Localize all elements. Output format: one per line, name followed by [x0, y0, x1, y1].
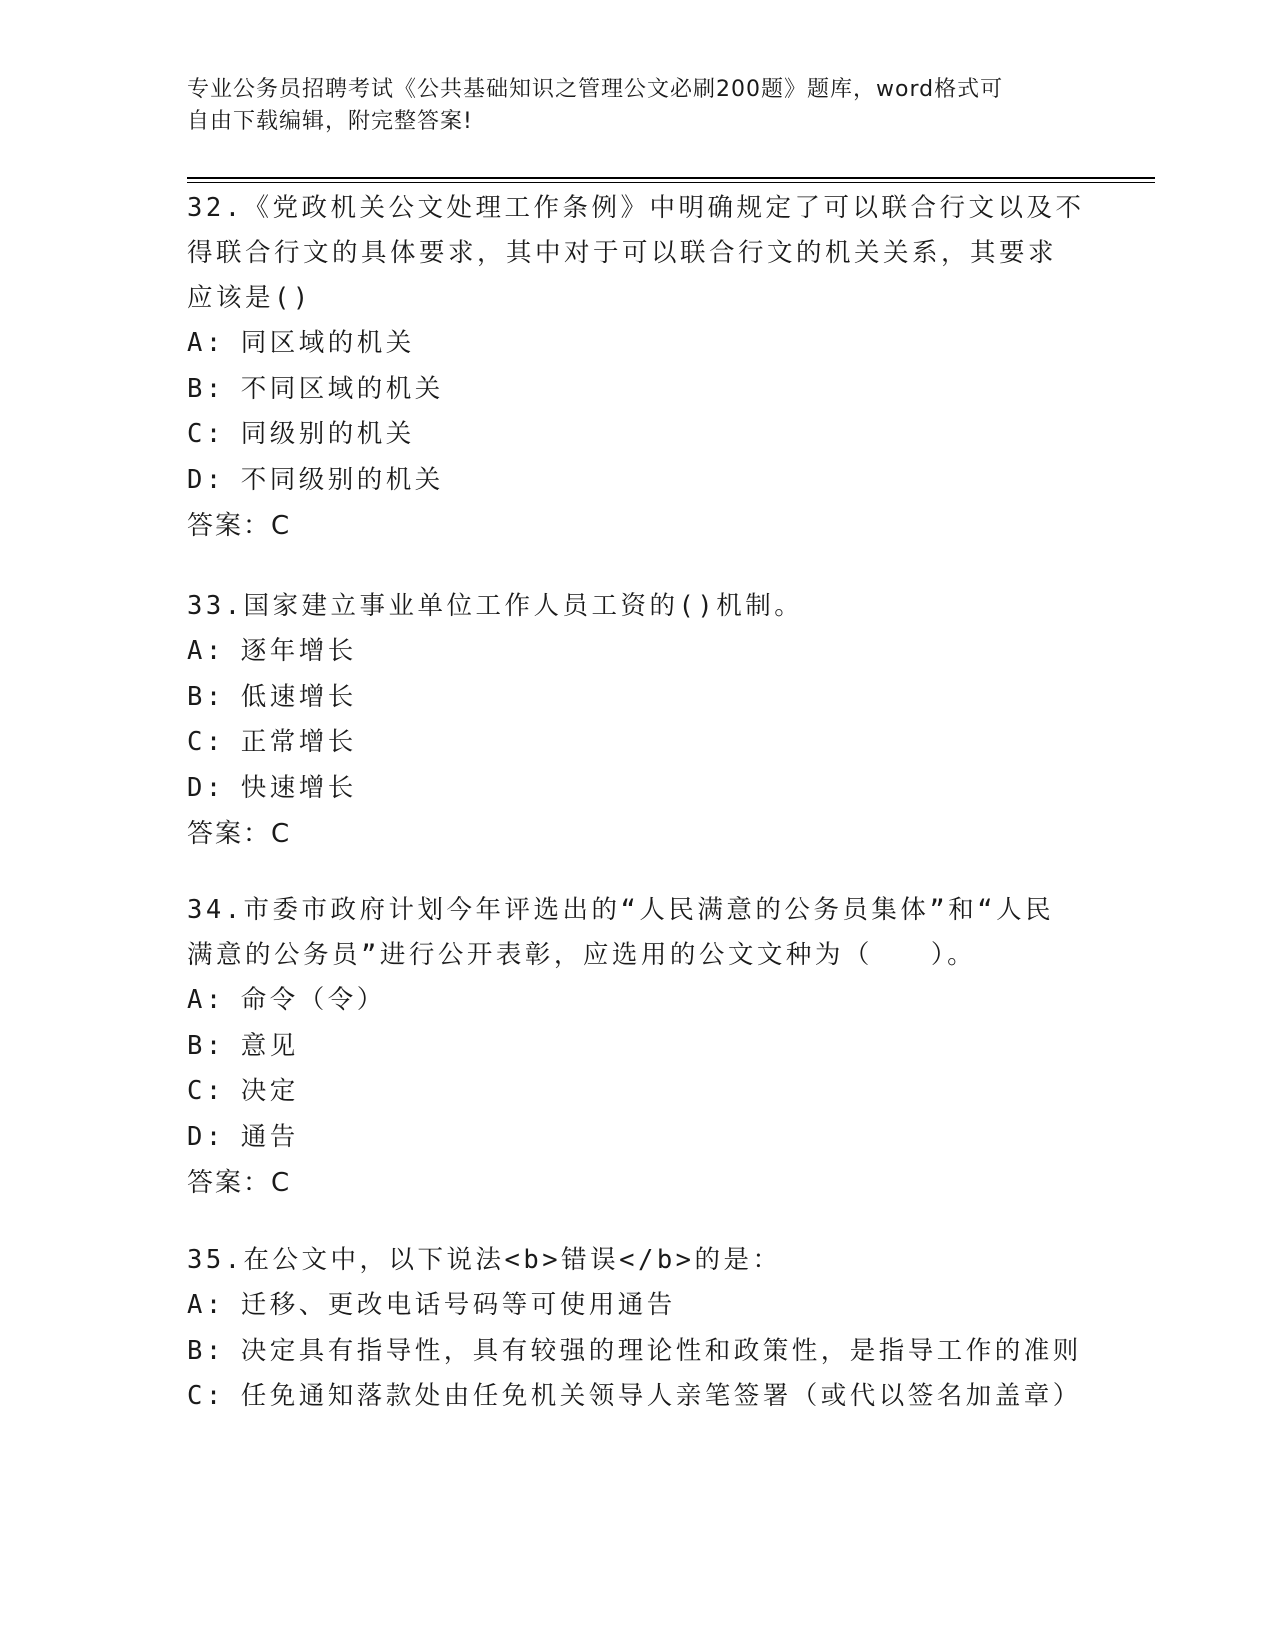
option-letter: A: [187, 636, 225, 666]
option-b [187, 367, 1087, 413]
option-letter: A: [187, 328, 225, 358]
option-b [187, 1024, 1087, 1070]
option-text: 正常增长 [240, 727, 357, 757]
option-a [187, 629, 1087, 675]
option-text: 意见 [240, 1030, 299, 1061]
question-34 [187, 888, 1087, 1206]
option-text: 逐年增长 [240, 636, 357, 666]
question-stem-line: 35.在公文中，以下说法<b>错误</b>的是： [187, 1245, 782, 1275]
option-letter: C: [187, 1381, 225, 1411]
option-text: 迁移、更改电话号码等可使用通告 [240, 1290, 676, 1320]
question-stem-line: 满意的公务员”进行公开表彰，应选用的公文文种为（ ）。 [187, 940, 977, 970]
answer-label: 答案：C [187, 1168, 292, 1198]
option-d [187, 458, 1087, 504]
option-a [187, 321, 1087, 367]
question-stem-line: 得联合行文的具体要求，其中对于可以联合行文的机关关系，其要求 [187, 238, 1058, 268]
option-text: 同区域的机关 [240, 328, 415, 358]
header-divider-thick [187, 177, 1155, 179]
question-32 [187, 186, 1087, 549]
option-letter: C: [187, 1076, 225, 1106]
option-text: 快速增长 [240, 772, 357, 803]
option-letter: B: [187, 1335, 225, 1366]
option-letter: A: [187, 985, 225, 1015]
answer-label: 答案：C [187, 819, 292, 849]
option-letter: D: [187, 464, 225, 495]
option-text: 不同区域的机关 [240, 373, 444, 404]
header-line-2: 自由下载编辑，附完整答案! [187, 109, 473, 134]
option-letter: C: [187, 727, 225, 757]
option-b [187, 1329, 1087, 1375]
option-letter: D: [187, 772, 225, 803]
answer-label: 答案：C [187, 511, 292, 541]
question-33 [187, 584, 1087, 857]
option-d [187, 1115, 1087, 1161]
option-letter: D: [187, 1121, 225, 1152]
option-letter: B: [187, 1030, 225, 1061]
option-letter: B: [187, 681, 225, 712]
question-stem-line: 应该是() [187, 283, 312, 313]
document-header [187, 74, 1067, 138]
question-stem-line: 33.国家建立事业单位工作人员工资的()机制。 [187, 591, 804, 621]
option-text: 决定 [240, 1076, 299, 1106]
option-text: 通告 [240, 1121, 299, 1152]
option-d [187, 766, 1087, 812]
option-letter: B: [187, 373, 225, 404]
option-text: 决定具有指导性，具有较强的理论性和政策性，是指导工作的准则 [240, 1335, 1082, 1366]
option-c [187, 1069, 1087, 1115]
header-line-1: 专业公务员招聘考试《公共基础知识之管理公文必刷200题》题库，word格式可 [187, 77, 1004, 102]
option-a [187, 1283, 1087, 1329]
option-c [187, 720, 1087, 766]
question-stem-line: 34.市委市政府计划今年评选出的“人民满意的公务员集体”和“人民 [187, 895, 1055, 925]
option-letter: C: [187, 419, 225, 449]
option-text: 任免通知落款处由任免机关领导人亲笔签署（或代以签名加盖章） [240, 1381, 1082, 1411]
option-letter: A: [187, 1290, 225, 1320]
option-text: 低速增长 [240, 681, 357, 712]
option-a [187, 978, 1087, 1024]
option-text: 命令（令） [240, 985, 386, 1015]
option-c [187, 1374, 1087, 1420]
option-b [187, 675, 1087, 721]
option-text: 不同级别的机关 [240, 464, 444, 495]
option-text: 同级别的机关 [240, 419, 415, 449]
header-divider-thin [187, 182, 1155, 183]
question-stem-line: 32.《党政机关公文处理工作条例》中明确规定了可以联合行文以及不 [187, 193, 1085, 223]
option-c [187, 412, 1087, 458]
question-35 [187, 1238, 1087, 1420]
